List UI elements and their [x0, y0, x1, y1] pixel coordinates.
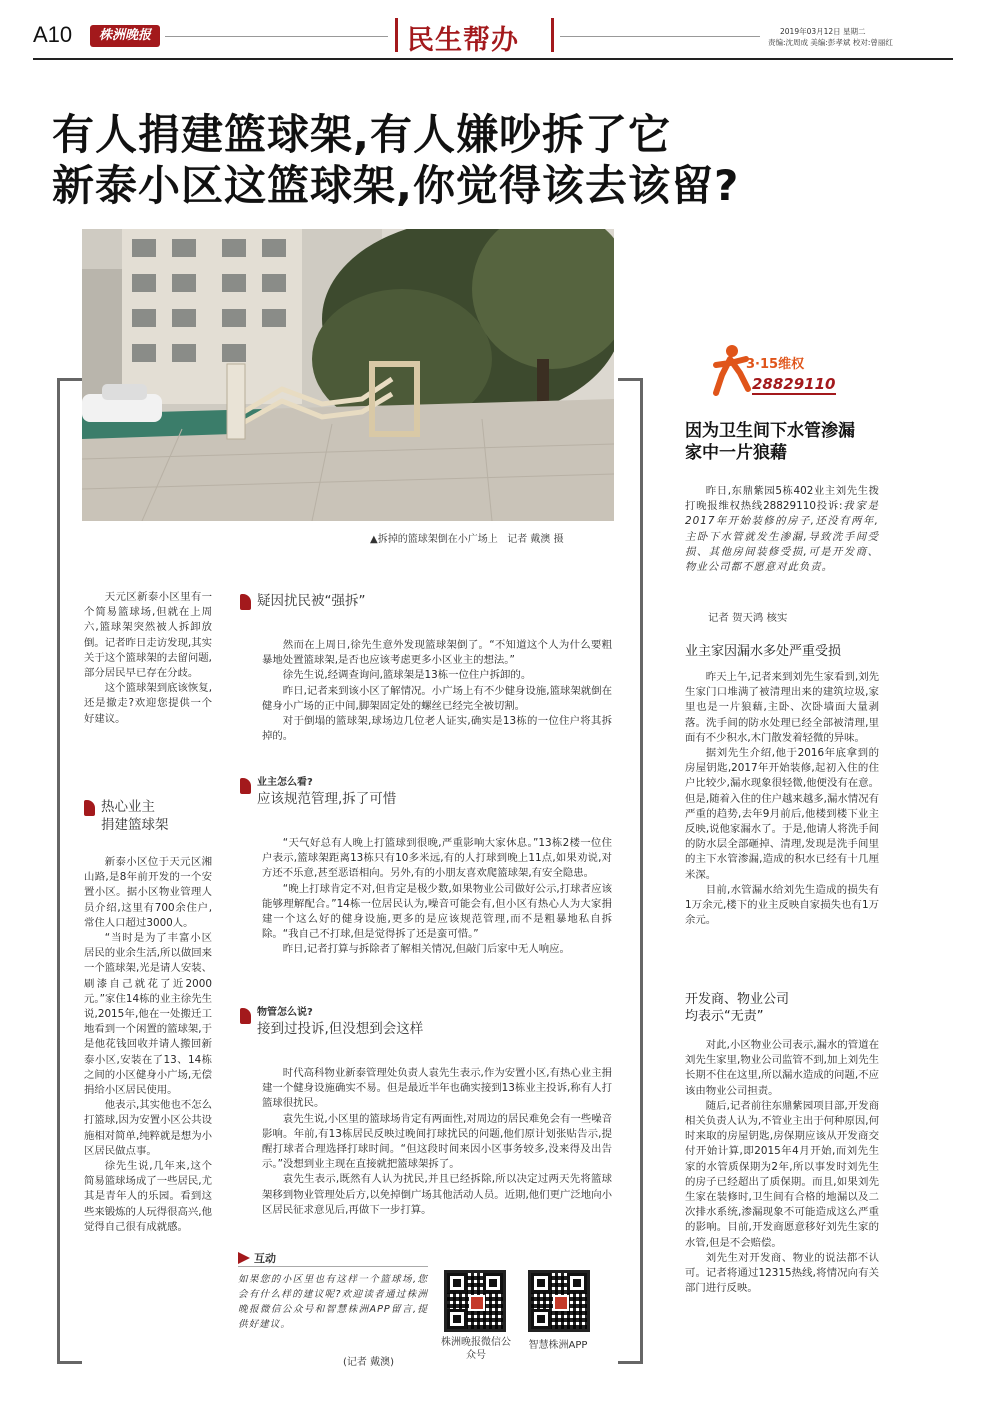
header-bottom-rule: [33, 58, 953, 60]
app-qr-code[interactable]: [528, 1270, 590, 1332]
sidebar-reporter: 记者 贺天鸿 核实: [708, 612, 788, 624]
photo-illustration: [82, 229, 614, 521]
qr-corner-icon: [483, 1273, 503, 1293]
section-body-donation: [84, 855, 212, 1235]
section-marker-icon: [240, 594, 251, 610]
body-paragraph: 昨天上午,记者来到刘先生家看到,刘先生家门口堆满了被清理出来的建筑垃圾,家里也是一片狼藉,主卧、次卧墙面大量剥落。洗手间的防水处理已经全部被清理,里面有不少积水,木门散发着轻微的异味。: [685, 671, 879, 744]
body-paragraph: 对此,小区物业公司表示,漏水的管道在刘先生家里,物业公司监管不到,加上刘先生长期不住在这里,所以漏水造成的问题,不应该由物业公司担责。: [685, 1039, 879, 1097]
wechat-qr-code[interactable]: [444, 1270, 506, 1332]
section-marker-icon: [240, 778, 251, 794]
sidebar-body-2: [685, 1038, 879, 1296]
intro-paragraph: 这个篮球架到底该恢复,还是撤走?欢迎您提供一个好建议。: [84, 682, 213, 725]
app-qr-caption: 智慧株洲APP: [528, 1340, 588, 1351]
section-heading-donation: [84, 798, 214, 834]
body-paragraph: “当时是为了丰富小区居民的业余生活,所以做回来一个篮球架,光是请人安装、刷漆自己就花了近2000元。”家住14栋的业主徐先生说,2015年,他在一处搬迁工地看到一个闲置的篮球架,于是他花钱回收并请人搬回新泰小区,安装在了13、14栋之间的小区健身小广场,无偿捐给小区居民使用。: [84, 932, 212, 1097]
qr-logo-icon: [469, 1295, 485, 1311]
sidebar-intro: [685, 484, 879, 575]
rights-badge: 3·15维权: [746, 357, 805, 372]
body-paragraph: 然而在上周日,徐先生意外发现篮球架倒了。“不知道这个人为什么要粗暴地处置篮球架,是否也应该考虑更多小区业主的想法。”: [262, 639, 612, 667]
body-paragraph: 据刘先生介绍,他于2016年底拿到的房屋钥匙,2017年开始装修,起初入住的住户比较少,漏水现象很轻微,他便没有在意。但是,随着入住的住户越来越多,漏水情况有严重的趋势,去年9月前后,他楼到楼下业主反映,说他家漏水了。于是,他请人将洗手间的防水层全部砸掉、清理,发现是洗手间里的主下水管渗漏,造成的积水已经有十几厘米深。: [685, 747, 879, 881]
interaction-label: [238, 1250, 276, 1266]
interaction-arrow-icon: [238, 1252, 250, 1264]
section-subtitle: 业主怎么看?: [257, 777, 313, 788]
body-paragraph: 昨日,记者来到该小区了解情况。小广场上有不少健身设施,篮球架就倒在健身小广场的正中间,脚架固定处的螺丝已经完全被切割。: [262, 684, 612, 712]
intro-block: [84, 590, 212, 727]
section-title: 热心业主: [101, 799, 155, 815]
sidebar-intro-quote: 我家是2017年开始装修的房子,还没有两年,主卧下水管就发生渗漏,导致洗手间受损、其他房间装修受损,可是开发商、物业公司都不愿意对此负责。: [685, 500, 880, 574]
main-frame-right: [618, 378, 643, 1364]
body-paragraph: 袁先生说,小区里的篮球场肯定有两面性,对周边的居民难免会有一些噪音影响。年前,有13栋居民反映过晚间打球扰民的问题,他们原计划张贴告示,提醒打球者合理选择打球时间。“但这段时间来因小区事务较多,没来得及出告示。”没想到业主现在直接就把篮球架拆了。: [262, 1112, 612, 1171]
news-photo: [82, 229, 614, 521]
sidebar-subhead-2a: 开发商、物业公司: [685, 992, 790, 1007]
qr-corner-icon: [567, 1273, 587, 1293]
body-paragraph: “天气好总有人晚上打篮球到很晚,严重影响大家休息。”13栋2楼一位住户表示,篮球架距离13栋只有10多米远,有的人打球到晚上11点,如果劝说,对方还不乐意,甚至恶语相向。另外,有的小朋友喜欢爬篮球架,有安全隐患。: [262, 837, 612, 880]
qr-corner-icon: [531, 1309, 551, 1329]
body-paragraph: 随后,记者前往东鼎紫园项目部,开发商相关负责人认为,不管业主出于何种原因,何时来取的房屋钥匙,房保期应该从开发商交付开始计算,即2015年4月开始,而刘先生家的水管质保期为2年,所以事发时刘先生的房子已经超出了质保期。而且,如果刘先生家在装修时,卫生间有合格的地漏以及二次排水系统,渗漏现象不可能造成这么严重的影响。目前,开发商愿意移好刘先生家的水管,但是不会赔偿。: [685, 1099, 879, 1249]
section-title: 疑因扰民被“强拆”: [257, 593, 366, 609]
body-paragraph: 袁先生表示,既然有人认为扰民,并且已经拆除,所以决定过两天先将篮球架移到物业管理处后方,以免掉倒广场其他活动人员。近期,他们更广泛地向小区居民征求意见后,再做下一步打算。: [262, 1173, 612, 1216]
section-title: 捐建篮球架: [101, 817, 169, 833]
body-paragraph: 刘先生对开发商、物业的说法都不认可。记者将通过12315热线,将情况向有关部门进行反映。: [685, 1251, 879, 1295]
section-title: 接到过投诉,但没想到会这样: [257, 1021, 424, 1037]
section-subtitle: 物管怎么说?: [257, 1007, 313, 1018]
body-paragraph: 时代高科物业新泰管理处负责人袁先生表示,作为安置小区,有热心业主捐建一个健身设施确实不易。但是最近半年也确实接到13栋业主投诉,称有人打篮球很扰民。: [262, 1067, 612, 1110]
section-marker-icon: [84, 800, 95, 816]
qr-logo-icon: [553, 1295, 569, 1311]
interaction-rule: [238, 1266, 428, 1267]
body-paragraph: 新泰小区位于天元区湘山路,是8年前开发的一个安置小区。据小区物业管理人员介绍,这里有700余住户,常住人口超过3000人。: [84, 856, 212, 929]
section-divider-right: [551, 18, 554, 52]
section-body-residents: [262, 836, 612, 958]
qr-corner-icon: [531, 1273, 551, 1293]
section-marker-icon: [240, 1008, 251, 1024]
section-heading-demolished: [240, 592, 610, 610]
section-title: 民生帮办: [407, 25, 519, 56]
photo-caption: ▲拆掉的篮球架倒在小广场上 记者 戴澳 摄: [370, 534, 564, 545]
sidebar-intro-text: 昨日,东鼎紫园5栋402业主刘先生拨打晚报维权热线28829110投诉:我家是2017年开始装修的房子,还没有两年,主卧下水管就发生渗漏,导致洗手间受损、其他房间装修受损,可是开发商、物业公司都不愿意对此负责。: [685, 485, 880, 574]
section-title: 应该规范管理,拆了可惜: [257, 791, 397, 807]
header-rule-left: [165, 36, 388, 37]
sidebar-headline-2: 家中一片狼藉: [685, 443, 787, 463]
section-heading-property: [240, 1006, 610, 1038]
body-paragraph: 他表示,其实他也不怎么打篮球,因为安置小区公共设施相对简单,纯粹就是想为小区居民做点事。: [84, 1099, 213, 1157]
page-header: [0, 0, 985, 70]
interaction-box: [238, 1250, 613, 1368]
body-paragraph: 徐先生说,经调查询问,篮球架是13栋一位住户拆卸的。: [282, 669, 532, 682]
headline-line-2: 新泰小区这篮球架,你觉得该去该留?: [52, 161, 740, 210]
section-body-property: [262, 1066, 612, 1218]
intro-paragraph: 天元区新泰小区里有一个简易篮球场,但就在上周六,篮球架突然被人拆卸放倒。记者昨日走访发现,其实关于这个篮球架的去留问题,部分居民早已存在分歧。: [84, 591, 212, 680]
sidebar-headline-1: 因为卫生间下水管渗漏: [685, 421, 855, 441]
masthead-text: 株洲晚报: [98, 28, 151, 43]
sidebar-body-1: [685, 670, 879, 928]
header-rule-right: [560, 36, 760, 37]
body-paragraph: 对于倒塌的篮球架,球场边几位老人证实,确实是13栋的一位住户将其拆掉的。: [262, 715, 612, 743]
editors-credit: 责编:沈周成 美编:彭孝斌 校对:曾丽红: [768, 38, 893, 47]
section-body-demolished: [262, 638, 612, 744]
page-number: A10: [33, 22, 73, 47]
interaction-label-text: 互动: [254, 1252, 276, 1265]
sidebar-subhead-2b: 均表示“无责”: [685, 1009, 764, 1024]
qr-corner-icon: [447, 1309, 467, 1329]
headline-line-1: 有人捐建篮球架,有人嫌吵拆了它: [52, 110, 671, 159]
issue-date: 2019年03月12日 星期二: [780, 27, 866, 36]
masthead-logo: [90, 25, 160, 47]
body-paragraph: “晚上打球肯定不对,但肯定是极少数,如果物业公司做好公示,打球者应该能够理解配合。”14栋一位居民认为,噪音可能会有,但小区有热心人为大家捐建一个这么好的健身设施,更多的是应该规范管理,而不是粗暴地私自拆除。“我自己不打球,但是觉得拆了还是蛮可惜。”: [262, 882, 612, 941]
body-paragraph: 徐先生说,几年来,这个简易篮球场成了一些居民,尤其是青年人的乐园。看到这些来锻炼的人玩得很高兴,他觉得自己很有成就感。: [84, 1160, 212, 1233]
section-heading-residents: [240, 776, 610, 808]
hotline-number: 28829110: [752, 375, 836, 393]
wechat-qr-caption: 株洲晚报微信公众号: [441, 1337, 511, 1361]
interaction-byline: (记者 戴澳): [343, 1357, 394, 1368]
body-paragraph: 昨日,记者打算与拆除者了解相关情况,但敲门后家中无人响应。: [282, 943, 570, 956]
section-divider-left: [395, 18, 398, 52]
qr-corner-icon: [447, 1273, 467, 1293]
interaction-text: 如果您的小区里也有这样一个篮球场,您会有什么样的建议呢?欢迎读者通过株洲晚报微信公众号和智慧株洲APP留言,提供好建议。: [238, 1274, 428, 1330]
body-paragraph: 目前,水管漏水给刘先生造成的损失有1万余元,楼下的业主反映自家损失也有1万余元。: [685, 883, 879, 927]
consumer-rights-logo: [712, 343, 852, 403]
main-frame-left: [57, 378, 82, 1364]
sidebar-subhead-1: 业主家因漏水多处严重受损: [685, 644, 842, 659]
